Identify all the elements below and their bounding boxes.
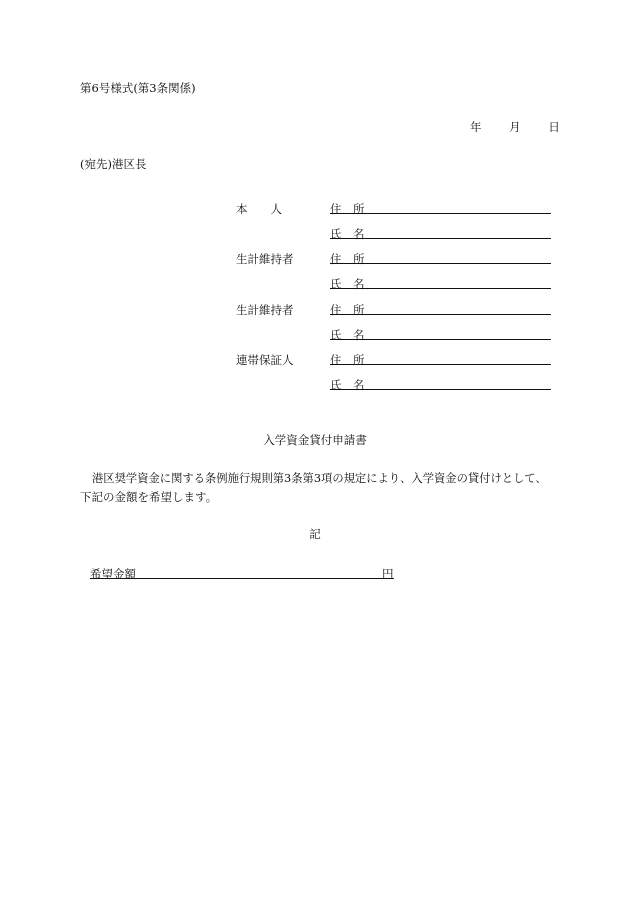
name-label: 氏 名 — [330, 328, 365, 342]
document-title: 入学資金貸付申請書 — [263, 433, 367, 447]
address-label: 住 所 — [330, 303, 365, 317]
amount-field[interactable] — [90, 578, 394, 579]
date-line — [470, 119, 560, 135]
amount-label: 希望金額 — [90, 567, 136, 581]
party-role-principal: 本 人 — [236, 202, 282, 216]
amount-unit: 円 — [382, 567, 394, 581]
name-label: 氏 名 — [330, 277, 365, 291]
address-label: 住 所 — [330, 202, 365, 216]
address-field[interactable] — [330, 364, 551, 365]
name-field[interactable] — [330, 238, 551, 239]
address-field[interactable] — [330, 213, 551, 214]
address-label: 住 所 — [330, 353, 365, 367]
name-field[interactable] — [330, 288, 551, 289]
name-label: 氏 名 — [330, 227, 365, 241]
ki-heading: 記 — [309, 527, 321, 541]
party-role-supporter-1: 生計維持者 — [236, 252, 294, 266]
name-field[interactable] — [330, 389, 551, 390]
address-field[interactable] — [330, 263, 551, 264]
name-label: 氏 名 — [330, 378, 365, 392]
date-year: 年 — [470, 120, 482, 134]
party-role-supporter-2: 生計維持者 — [236, 303, 294, 317]
addressee: (宛先)港区長 — [80, 157, 147, 171]
address-field[interactable] — [330, 314, 551, 315]
date-day: 日 — [548, 120, 560, 134]
address-label: 住 所 — [330, 252, 365, 266]
date-month: 月 — [509, 120, 521, 134]
body-text-line-2: 下記の金額を希望します。 — [80, 490, 218, 504]
body-text-line-1: 港区奨学資金に関する条例施行規則第3条第3項の規定により、入学資金の貸付けとして、 — [92, 472, 547, 485]
name-field[interactable] — [330, 339, 551, 340]
party-role-guarantor: 連帯保証人 — [236, 353, 294, 367]
form-number: 第6号様式(第3条関係) — [80, 81, 196, 95]
